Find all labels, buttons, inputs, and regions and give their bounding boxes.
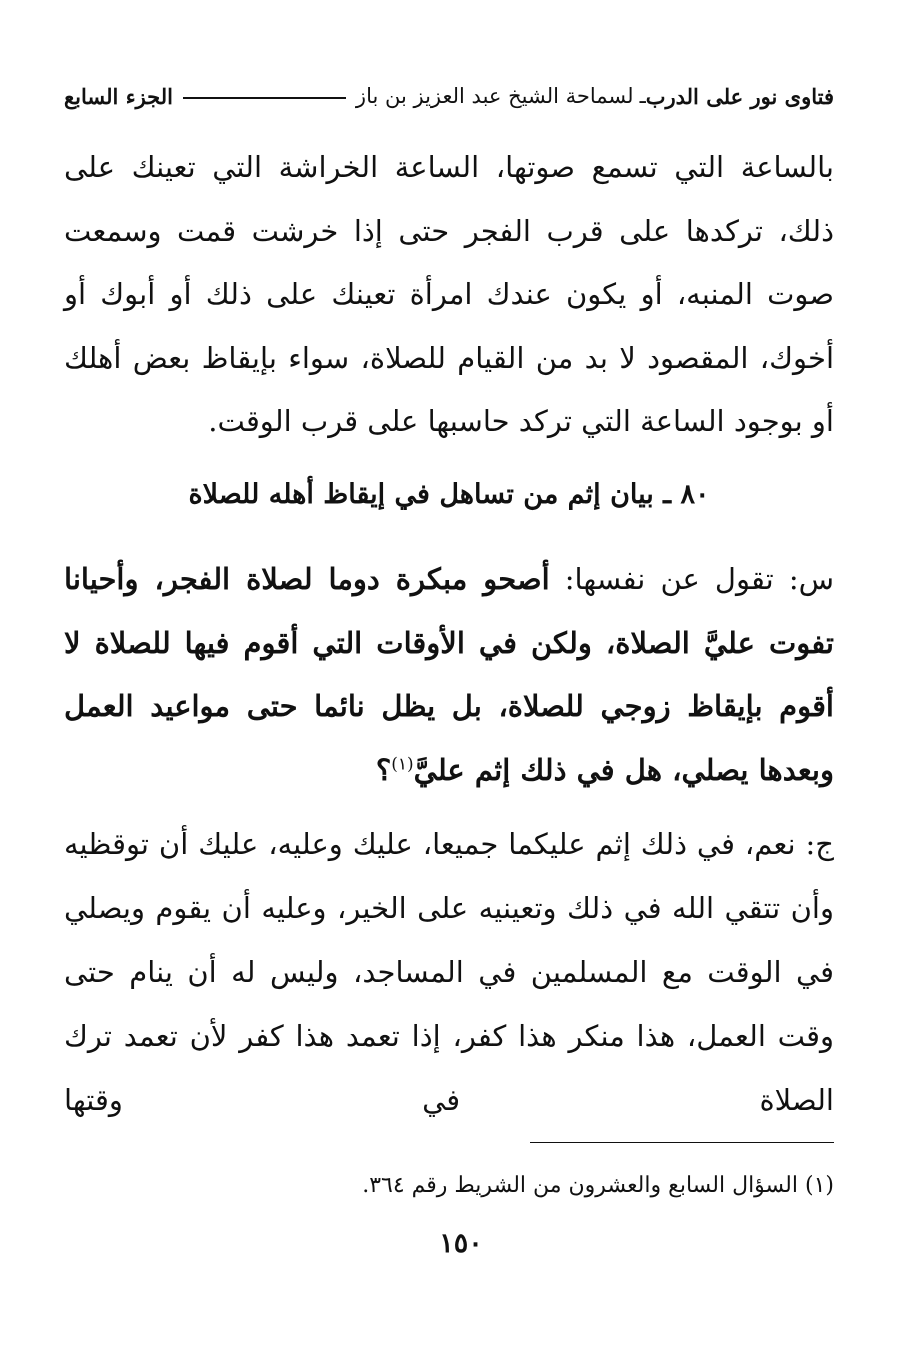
question-label: س: xyxy=(788,562,835,596)
header-separator: ـ xyxy=(639,84,646,108)
question-prefix: تقول عن نفسها: xyxy=(564,562,774,596)
page-number: ١٥٠ xyxy=(439,1228,483,1259)
header-right-group xyxy=(356,84,834,109)
question-paragraph xyxy=(64,548,834,802)
section-heading: ٨٠ ـ بيان إثم من تساهل في إيقاظ أهله للصلاة xyxy=(188,479,710,510)
header-left-group xyxy=(64,84,173,109)
question-end-mark: ؟ xyxy=(375,752,392,787)
answer-paragraph: ج: نعم، في ذلك إثم عليكما جميعا، عليك وعليه، عليك أن توقظيه وأن تتقي الله في ذلك وتعينيه على الخير، وعليه أن يقوم ويصلي في الوقت مع المسلمين في المساجد، وليس له أن ينام حتى وقت العمل، هذا منكر هذا كفر، إذا تعمد هذا كفر لأن تعمد ترك الصلاة في وقتها xyxy=(64,827,834,1117)
footnote: (١) السؤال السابع والعشرون من الشريط رقم ٣٦٤. xyxy=(362,1173,834,1198)
header-author: لسماحة الشيخ عبد العزيز بن باز xyxy=(355,84,634,108)
continuation-paragraph: بالساعة التي تسمع صوتها، الساعة الخراشة التي تعينك على ذلك، تركدها على قرب الفجر حتى إذا خرشت قمت وسمعت صوت المنبه، أو يكون عندك امرأة تعينك على ذلك أو أبوك أو أخوك، المقصود لا بد من القيام للصلاة، سواء بإيقاظ بعض أهلك أو بوجود الساعة التي تركد حاسبها على قرب الوقت. xyxy=(64,150,834,438)
footnote-reference: (١) xyxy=(391,753,414,774)
running-header xyxy=(64,76,834,116)
header-book-title: فتاوى نور على الدرب xyxy=(645,83,834,109)
header-part: الجزء السابع xyxy=(64,83,173,109)
question-body: أصحو مبكرة دوما لصلاة الفجر، وأحيانا تفوت عليَّ الصلاة، ولكن في الأوقات التي أقوم فيها للصلاة لا أقوم بإيقاظ زوجي للصلاة، بل يظل نائما حتى مواعيد العمل وبعدها يصلي، هل في ذلك إثم عليَّ xyxy=(64,562,834,787)
footnote-divider xyxy=(530,1142,834,1143)
header-rule xyxy=(183,97,346,99)
